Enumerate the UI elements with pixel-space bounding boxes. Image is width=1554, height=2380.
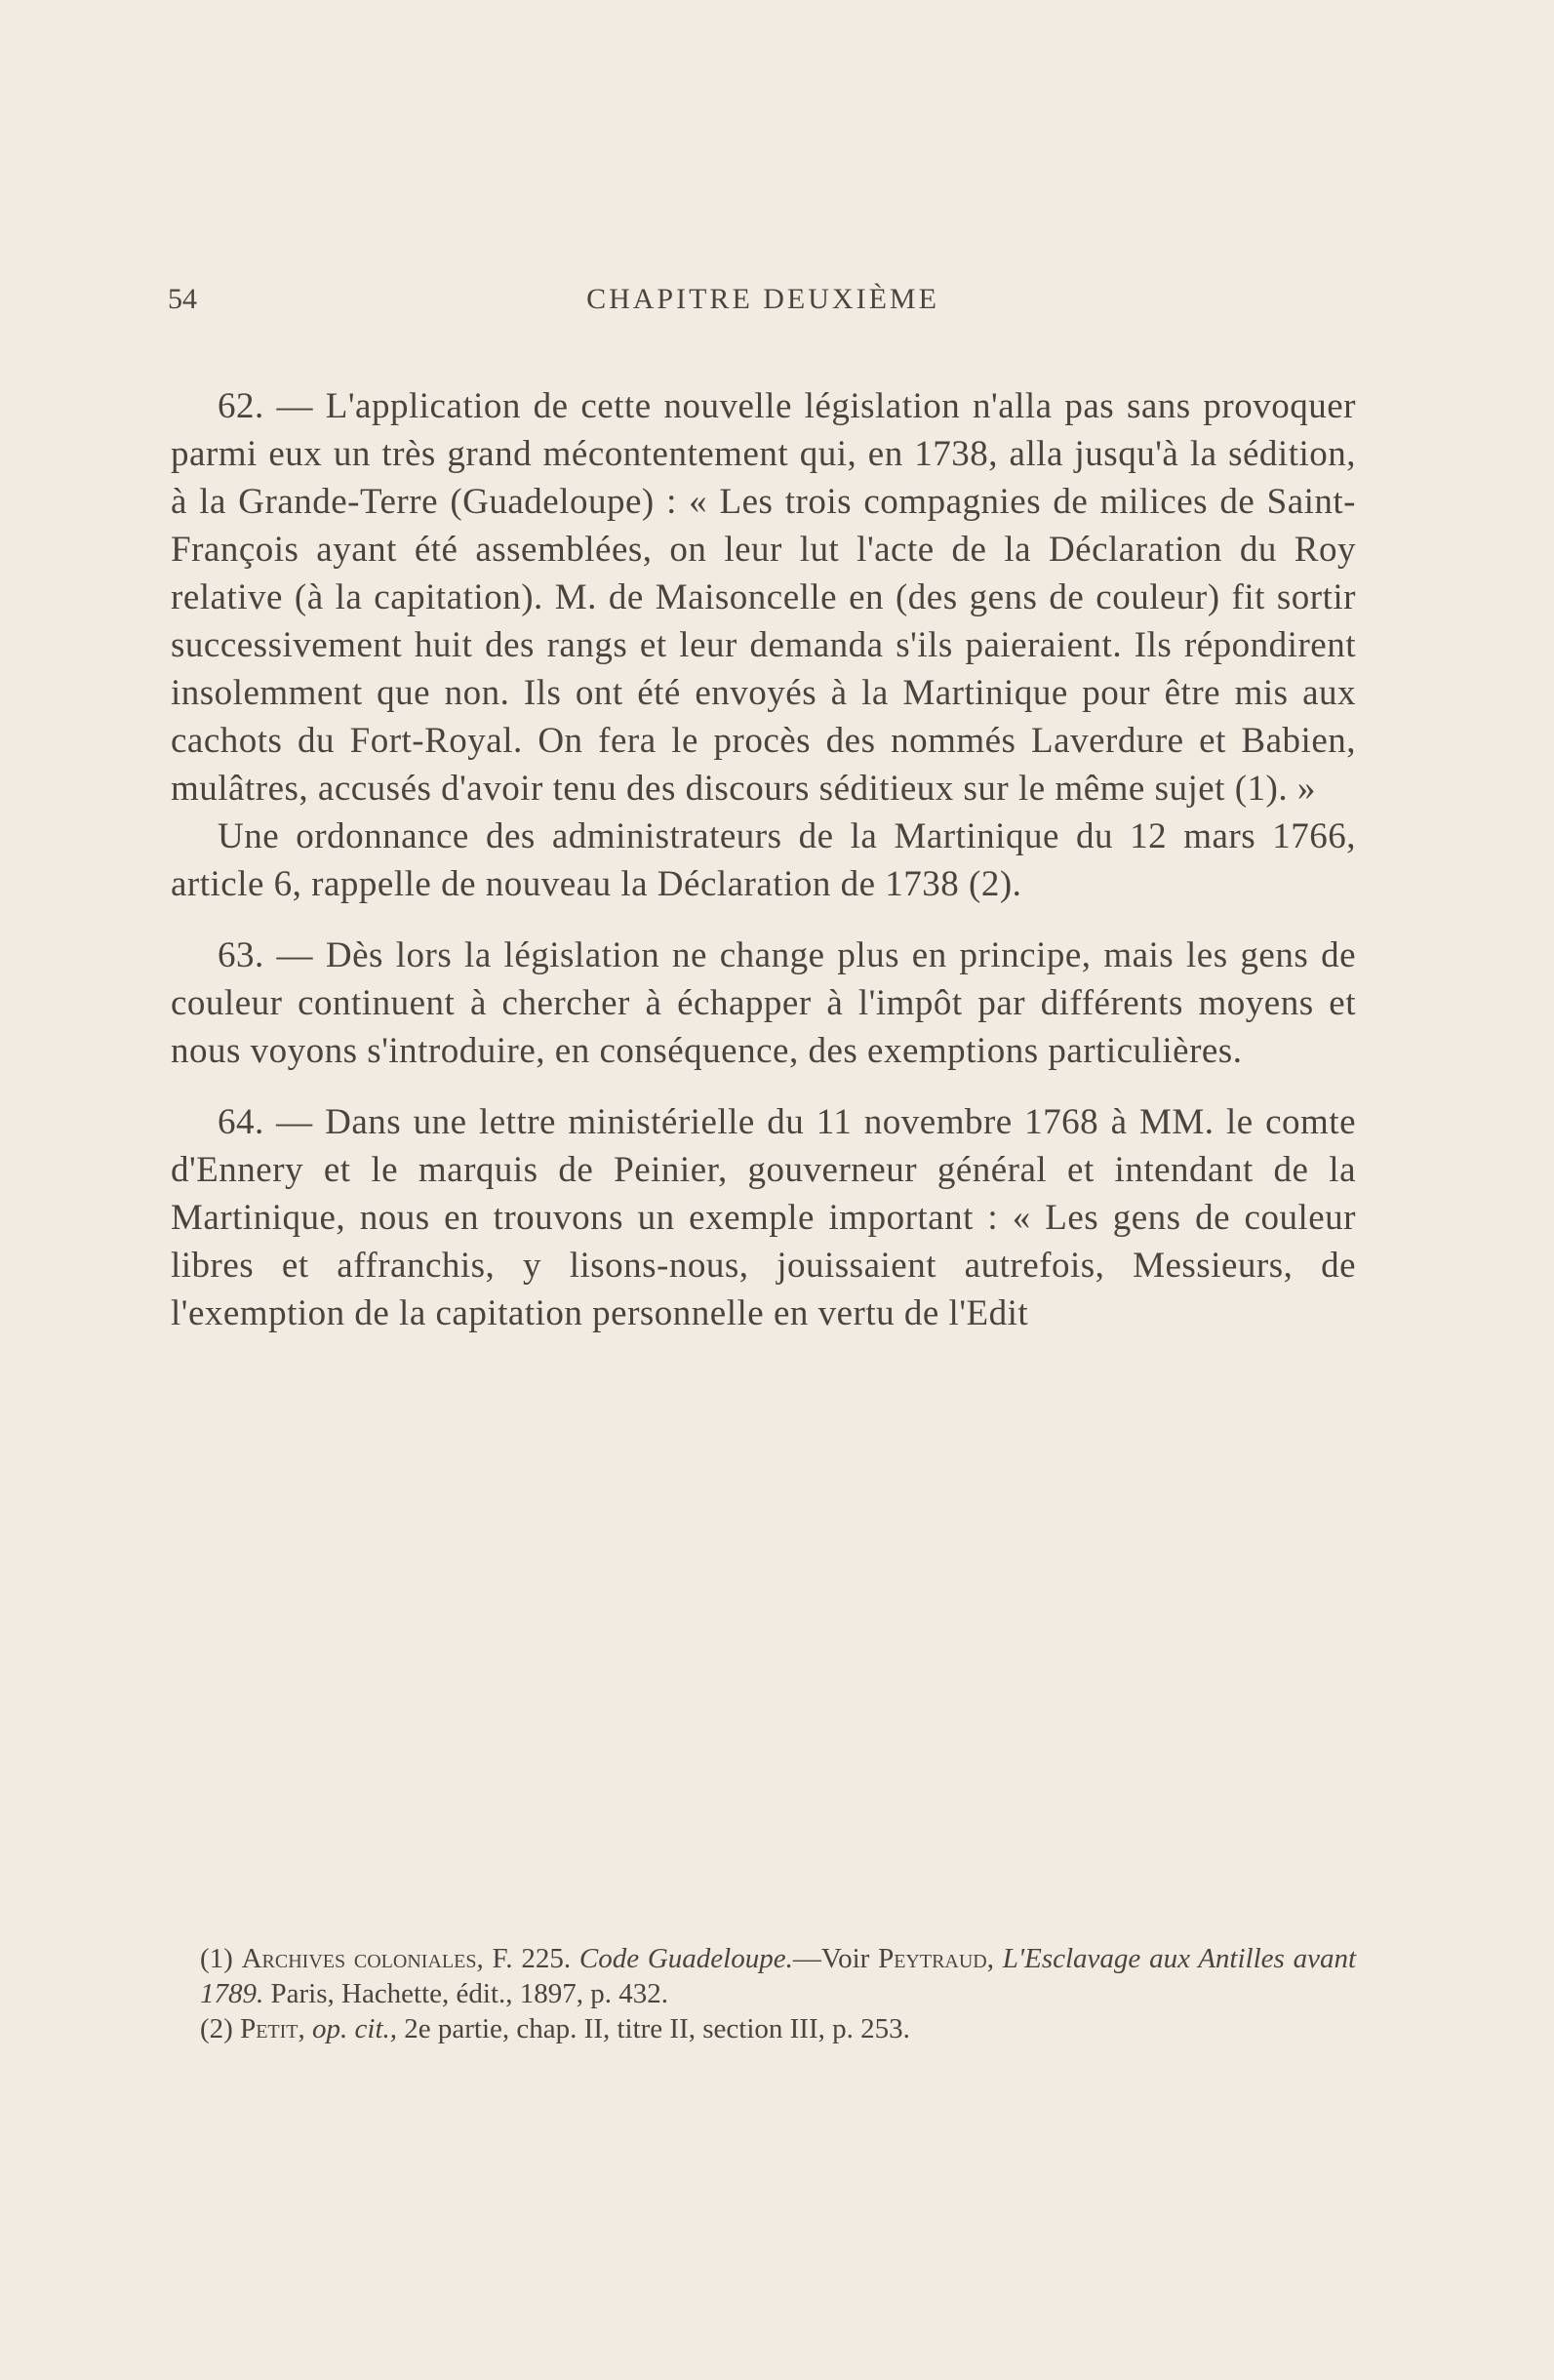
paragraph-64: 64. — Dans une lettre ministérielle du 11 novembre 1768 à MM. le comte d'Ennery et le marquis de Peinier, gouverneur général et intendant de la Martinique, nous en trouvons un exemple important : « Les gens de couleur libres et affranchis, y lisons-nous, jouissaient autrefois, Messieurs, de l'exemption de la capitation personnelle en vertu de l'Edit <box>171 1102 1356 1333</box>
footnote-1-marker: (1) <box>200 1943 233 1974</box>
footnote-2-marker: (2) <box>200 2013 233 2044</box>
paragraph-62: 62. — L'application de cette nouvelle législation n'alla pas sans provoquer parmi eux un très grand mécontentement qui, en 1738, alla jusqu'à la sédition, à la Grande-Terre (Guadeloupe) : « Les trois compagnies de milices de Saint-François ayant été assemblées, on leur lut l'acte de la Déclaration du Roy relative (à la capitation). M. de Maisoncelle en (des gens de couleur) fit sortir successivement huit des rangs et leur demanda s'ils paieraient. Ils répondirent insolemment que non. Ils ont été envoyés à la Martinique pour être mis aux cachots du Fort-Royal. On fera le procès des nommés Laverdure et Babien, mulâtres, accusés d'avoir tenu des discours séditieux sur le même sujet (1). » <box>171 386 1356 809</box>
paragraph-62-continued: Une ordonnance des administrateurs de la Martinique du 12 mars 1766, article 6, rappelle de nouveau la Déclaration de 1738 (2). <box>171 816 1356 904</box>
footnote-1-title: Code Guadeloupe. <box>578 1943 793 1974</box>
footnote-1-ref: , F. 225. <box>476 1943 572 1974</box>
running-head: CHAPITRE DEUXIÈME <box>586 283 939 315</box>
footnote-2-opcit: op. cit., <box>312 2013 398 2044</box>
footnote-1-book: L'Esclavage aux Antilles avant 1789. <box>200 1943 1356 2009</box>
page-number: 54 <box>168 283 197 315</box>
footnote-2-author: Petit, <box>240 2013 305 2044</box>
footnote-1-author: Peytraud, <box>878 1943 994 1974</box>
footnote-2-reference: 2e partie, chap. II, titre II, section III, p. 253. <box>404 2013 910 2044</box>
paragraph-63: 63. — Dès lors la législation ne change plus en principe, mais les gens de couleur continuent à chercher à échapper à l'impôt par différents moyens et nous voyons s'introduire, en conséquence, des exemptions particulières. <box>171 935 1356 1071</box>
page-header <box>168 283 1358 332</box>
footnote-1-source: Archives coloniales <box>241 1943 477 1974</box>
footnote-2 <box>200 2011 1356 2046</box>
footnotes <box>200 1941 1356 2046</box>
footnote-1 <box>200 1941 1356 2011</box>
footnote-1-publication: Paris, Hachette, édit., 1897, p. 432. <box>270 1978 669 2009</box>
footnote-1-see: —Voir <box>792 1943 870 1974</box>
main-text <box>171 382 1356 1337</box>
